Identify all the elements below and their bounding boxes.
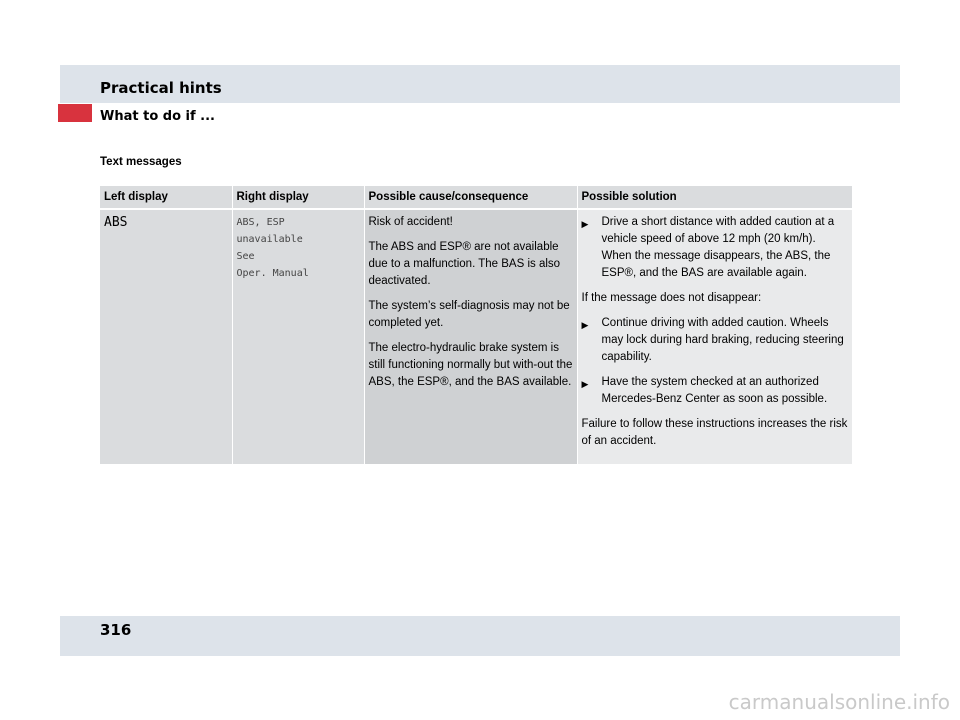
solution-step — [582, 315, 849, 366]
table-header-row — [100, 186, 852, 209]
col-cause: Possible cause/consequence — [364, 186, 577, 209]
triangle-right-icon: ▶ — [581, 219, 589, 229]
right-display-line: See — [236, 251, 255, 262]
right-display-line: Oper. Manual — [236, 268, 309, 279]
section-title: Text messages — [100, 156, 182, 168]
triangle-right-icon: ▶ — [581, 379, 589, 389]
footer-band — [60, 616, 900, 656]
cause-text: The system’s self-diagnosis may not be completed yet. — [368, 300, 570, 329]
triangle-right-icon: ▶ — [581, 320, 589, 330]
col-right-display: Right display — [232, 186, 364, 209]
col-solution: Possible solution — [577, 186, 852, 209]
left-display-cell — [100, 209, 232, 464]
page-title: Practical hints — [100, 79, 222, 97]
solution-text: Failure to follow these instructions increases the risk of an accident. — [581, 418, 848, 447]
solution-text: If the message does not disappear: — [581, 292, 762, 304]
watermark: carmanualsonline.info — [728, 690, 950, 714]
cause-text: The electro-hydraulic brake system is still functioning normally but with-out the ABS, the ESP®, and the BAS available. — [368, 342, 573, 388]
cause-cell — [364, 209, 577, 464]
cause-text: The ABS and ESP® are not available due to a malfunction. The BAS is also deactivated. — [368, 241, 561, 287]
messages-table — [100, 186, 853, 464]
right-display-line: ABS, ESP — [236, 217, 285, 228]
section-marker — [58, 104, 92, 122]
solution-cell — [577, 209, 852, 464]
solution-text: Have the system checked at an authorized Mercedes-Benz Center as soon as possible. — [601, 376, 828, 405]
table-row — [100, 209, 852, 464]
right-display-cell — [232, 209, 364, 464]
right-display-line: unavailable — [236, 234, 303, 245]
solution-text: Drive a short distance with added caution at a vehicle speed of above 12 mph (20 km/h). — [601, 216, 835, 245]
left-display-text: ABS — [104, 215, 128, 230]
page-number: 316 — [100, 621, 132, 639]
cause-text: Risk of accident! — [368, 216, 453, 228]
solution-text: Continue driving with added caution. Wheels may lock during hard braking, reducing steering capability. — [601, 317, 844, 363]
page-subtitle: What to do if ... — [100, 109, 215, 124]
solution-step — [582, 374, 849, 408]
col-left-display: Left display — [100, 186, 232, 209]
solution-text: When the message disappears, the ABS, the ESP®, and the BAS are available again. — [601, 250, 831, 279]
solution-step — [582, 214, 849, 282]
